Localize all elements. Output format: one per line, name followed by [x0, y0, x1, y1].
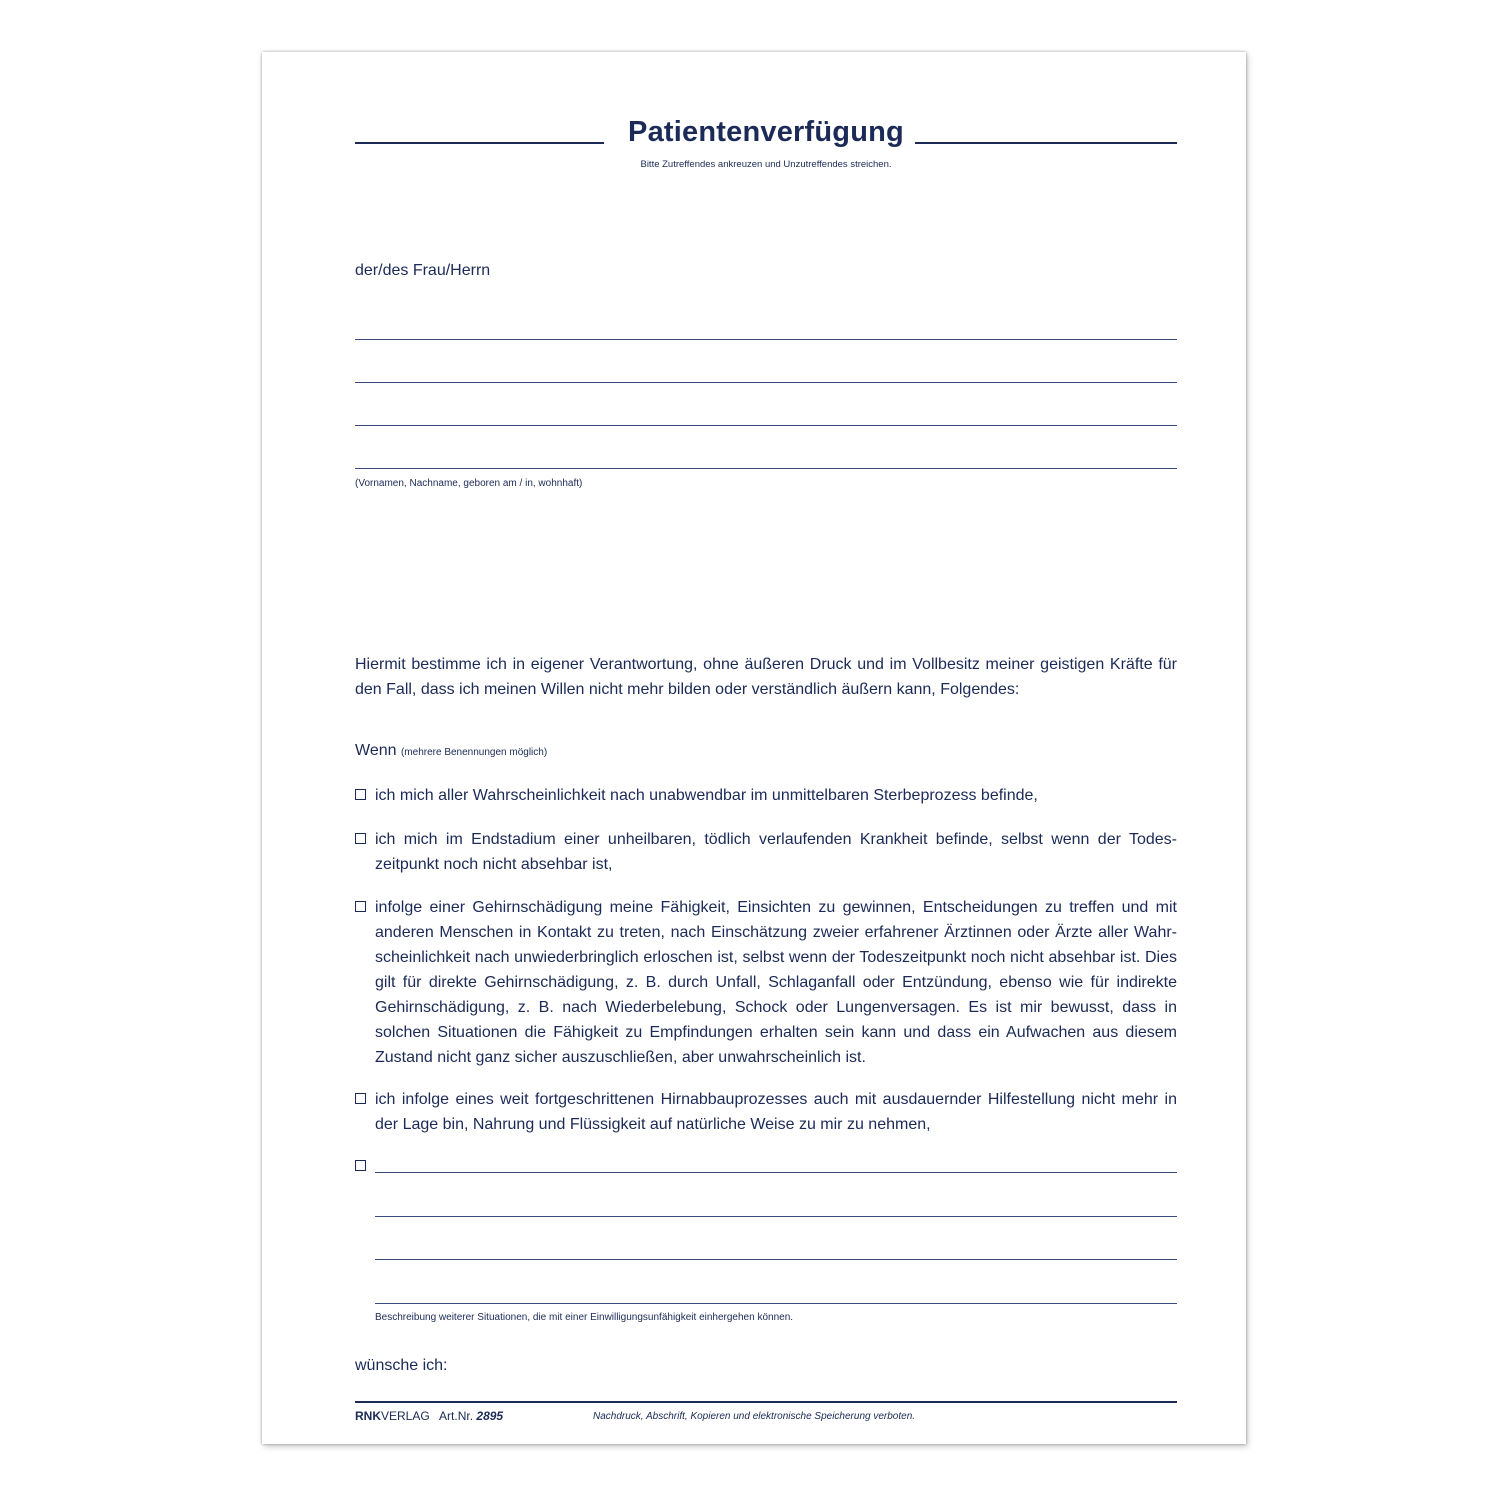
footer-art-label: Art.Nr.	[439, 1409, 474, 1423]
other-line-4[interactable]	[375, 1303, 1177, 1304]
footer	[355, 1409, 1177, 1423]
option-4-text: ich infolge eines weit fortgeschrittenen Hirnabbauprozesses auch mit ausdauernder Hilfestellung nicht mehr in der Lage bin, Nahrung und Flüssigkeit auf natürliche Weise zu mir zu nehmen,	[375, 1091, 1177, 1133]
option-2-text: ich mich im Endstadium einer unheilbaren, tödlich verlaufenden Krankheit befinde, selbst wenn der Todeszeitpunkt noch nicht absehbar ist,	[375, 831, 1177, 873]
option-3-checkbox[interactable]	[355, 901, 366, 912]
person-line-4[interactable]	[355, 468, 1177, 469]
wenn-label: Wenn	[355, 742, 397, 759]
person-line-2[interactable]	[355, 382, 1177, 383]
person-line-1[interactable]	[355, 339, 1177, 340]
option-1-checkbox[interactable]	[355, 789, 366, 800]
intro-paragraph: Hiermit bestimme ich in eigener Verantwortung, ohne äußeren Druck und im Vollbesitz meiner geistigen Kräfte für den Fall, dass ich meinen Willen nicht mehr bilden oder verständlich äußern kann, Folgendes:	[355, 656, 1177, 698]
option-3-text: infolge einer Gehirnschädigung meine Fähigkeit, Einsichten zu gewinnen, Entscheidungen zu treffen und mit anderen Menschen in Kontakt zu treten, nach Einschätzung zweier erfahrener Ärztinnen oder Ärzte aller Wahrscheinlichkeit nach unwiederbringlich erloschen ist, selbst wenn der Todeszeitpunkt noch nicht absehbar ist. Dies gilt für direkte Gehirnschädigung, z. B. durch Unfall, Schlaganfall oder Entzündung, ebenso wie für indirekte Gehirnschädigung, z. B. nach Wiederbelebung, Schock oder Lungenversagen. Es ist mir bewusst, dass in solchen Situationen die Fähigkeit zu Empfindungen erhalten sein kann und dass ein Aufwachen aus diesem Zustand nicht ganz sicher auszuschließen, aber unwahrscheinlich ist.	[375, 899, 1177, 1066]
page-title-text: Patientenverfügung	[618, 116, 914, 148]
option-5	[355, 1160, 368, 1173]
option-5-checkbox[interactable]	[355, 1160, 366, 1171]
other-line-3[interactable]	[375, 1259, 1177, 1260]
option-4	[355, 1087, 1177, 1137]
wish-rule	[355, 1401, 1177, 1403]
other-hint: Beschreibung weiterer Situationen, die mit einer Einwilligungsunfähigkeit einhergehen können.	[375, 1312, 794, 1323]
footer-brand-rest: VERLAG	[381, 1409, 430, 1423]
option-2	[355, 827, 1177, 877]
page-subtitle: Bitte Zutreffendes ankreuzen und Unzutreffendes streichen.	[640, 159, 892, 170]
person-hint: (Vornamen, Nachname, geboren am / in, wohnhaft)	[355, 478, 583, 489]
wish-label: wünsche ich:	[355, 1357, 448, 1374]
footer-brand-bold: RNK	[355, 1409, 381, 1423]
option-1	[355, 783, 1177, 808]
other-line-1[interactable]	[375, 1172, 1177, 1173]
option-1-text: ich mich aller Wahrscheinlichkeit nach unabwendbar im unmittelbaren Sterbeprozess befinde,	[375, 787, 1038, 804]
page-title	[355, 116, 1177, 149]
wenn-note: (mehrere Benennungen möglich)	[400, 747, 548, 758]
footer-notice: Nachdruck, Abschrift, Kopieren und elektronische Speicherung verboten.	[593, 1411, 916, 1422]
option-4-checkbox[interactable]	[355, 1093, 366, 1104]
option-2-checkbox[interactable]	[355, 833, 366, 844]
other-line-2[interactable]	[375, 1216, 1177, 1217]
footer-art-number: 2895	[476, 1409, 504, 1423]
person-label: der/des Frau/Herrn	[355, 262, 491, 279]
option-3	[355, 895, 1177, 1070]
wenn-heading	[355, 742, 547, 760]
person-line-3[interactable]	[355, 425, 1177, 426]
